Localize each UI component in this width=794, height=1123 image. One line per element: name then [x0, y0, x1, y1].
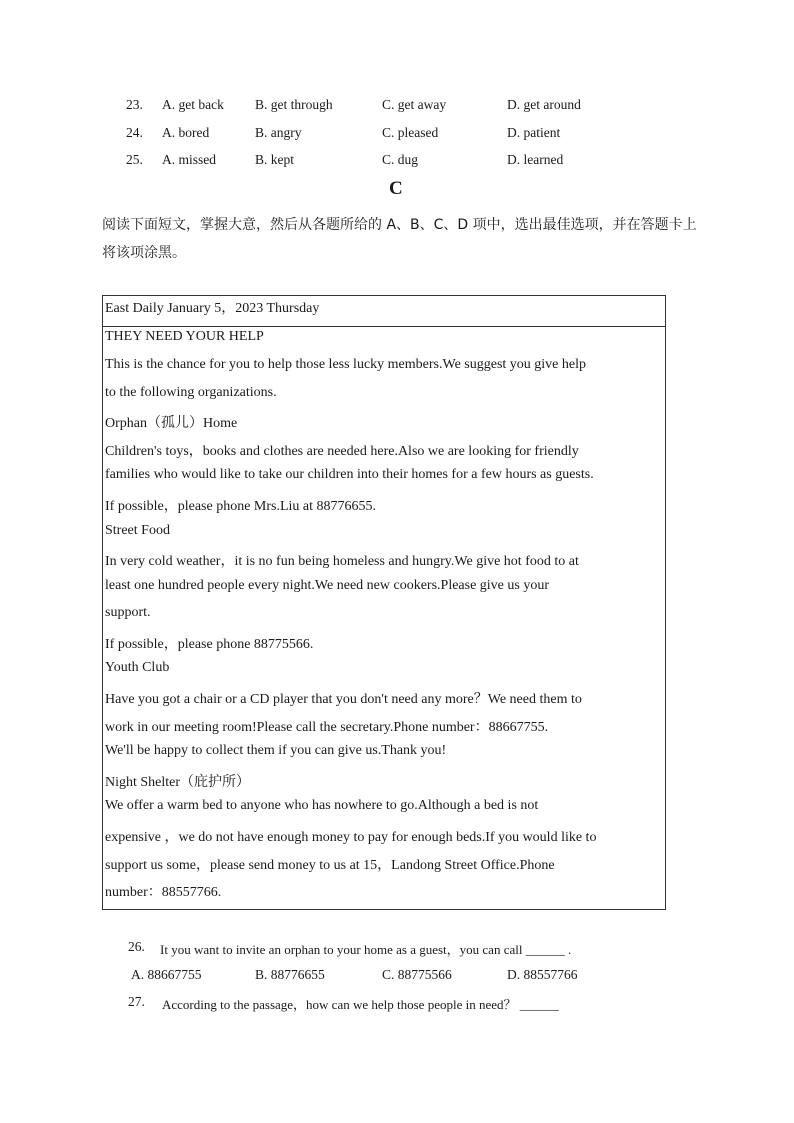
option-b: B. 88776655: [255, 967, 325, 982]
passage-line: expensive ，we do not have enough money to pay for enough beds.If you would like to: [105, 830, 597, 845]
question-number: 26.: [128, 939, 145, 954]
option-c: C. dug: [382, 152, 419, 167]
passage-line: work in our meeting room!Please call the secretary.Phone number：88667755.: [105, 720, 549, 735]
newspaper-header: East Daily January 5，2023 Thursday: [103, 296, 665, 327]
passage-line: We'll be happy to collect them if you can give us.Thank you!: [105, 743, 447, 758]
passage-line: If possible，please phone Mrs.Liu at 88776655.: [105, 499, 377, 514]
passage-line: This is the chance for you to help those less lucky members.We suggest you give help: [105, 357, 586, 372]
passage-line: Have you got a chair or a CD player that you don't need any more？We need them to: [105, 692, 582, 707]
option-a: A. get back: [162, 97, 224, 112]
option-b: B. get through: [255, 97, 333, 112]
section-instruction-line2: 将该项涂黑。: [102, 245, 186, 261]
option-d: D. patient: [507, 125, 561, 140]
passage-line: number：88557766.: [105, 885, 222, 900]
passage-line: families who would like to take our children into their homes for a few hours as guests.: [105, 467, 594, 482]
passage-line: In very cold weather，it is no fun being homeless and hungry.We give hot food to at: [105, 554, 579, 569]
option-a: A. bored: [162, 125, 210, 140]
passage-line: to the following organizations.: [105, 385, 277, 400]
passage-line: Orphan（孤儿）Home: [105, 416, 238, 431]
option-d: D. 88557766: [507, 967, 578, 982]
passage-box: [102, 295, 666, 910]
option-c: C. get away: [382, 97, 447, 112]
question-number: 25.: [126, 152, 143, 167]
option-a: A. 88667755: [131, 967, 202, 982]
option-c: C. pleased: [382, 125, 439, 140]
question-text: According to the passage，how can we help those people in need？ ______: [162, 997, 559, 1012]
passage-line: least one hundred people every night.We need new cookers.Please give us your: [105, 578, 550, 593]
passage-line: Youth Club: [105, 660, 170, 675]
passage-line: Night Shelter（庇护所）: [105, 775, 251, 790]
option-c: C. 88775566: [382, 967, 452, 982]
passage-line: Street Food: [105, 523, 170, 538]
option-b: B. kept: [255, 152, 294, 167]
question-number: 23.: [126, 97, 143, 112]
option-d: D. get around: [507, 97, 581, 112]
question-number: 24.: [126, 125, 143, 140]
passage-line: support.: [105, 605, 151, 620]
passage-line: THEY NEED YOUR HELP: [105, 329, 264, 344]
passage-line: Children's toys，books and clothes are needed here.Also we are looking for friendly: [105, 444, 579, 459]
question-text: It you want to invite an orphan to your home as a guest，you can call ______ .: [160, 942, 572, 957]
section-heading: C: [389, 178, 403, 199]
option-d: D. learned: [507, 152, 564, 167]
section-instruction-line1: 阅读下面短文，掌握大意，然后从各题所给的 A、B、C、D 项中，选出最佳选项，并在答题卡上: [102, 217, 697, 233]
option-b: B. angry: [255, 125, 302, 140]
question-number: 27.: [128, 994, 145, 1009]
passage-line: If possible，please phone 88775566.: [105, 637, 314, 652]
passage-line: support us some，please send money to us at 15，Landong Street Office.Phone: [105, 858, 555, 873]
option-a: A. missed: [162, 152, 216, 167]
passage-line: We offer a warm bed to anyone who has nowhere to go.Although a bed is not: [105, 798, 539, 813]
